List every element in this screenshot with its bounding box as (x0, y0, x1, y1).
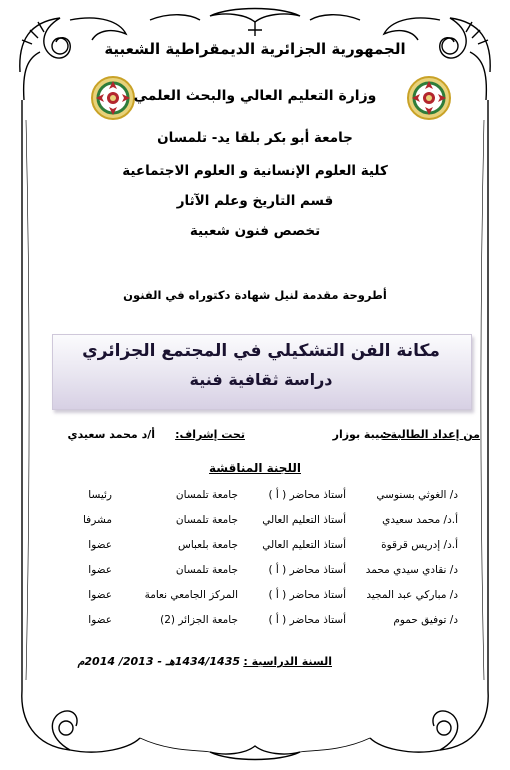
jury-member-role: عضوا (88, 564, 112, 576)
jury-member-name: أ.د/ إدريس قرقوة (381, 539, 458, 551)
jury-row (0, 589, 510, 611)
jury-member-name: د/ توفيق حموم (393, 614, 458, 626)
jury-row (0, 614, 510, 636)
jury-member-role: عضوا (88, 589, 112, 601)
jury-row (0, 564, 510, 586)
jury-member-university: جامعة تلمسان (175, 514, 238, 526)
jury-member-rank: أستاذ محاضر ( أ ) (268, 614, 346, 626)
thesis-note: أطروحة مقدمة لنيل شهادة دكتوراه في الفنون (123, 288, 387, 302)
jury-row (0, 489, 510, 511)
academic-year-value: 1434/1435هـ - 2013/ 2014م (77, 655, 240, 668)
faculty-heading: كلية العلوم الإنسانية و العلوم الاجتماعية (122, 163, 388, 179)
ministry-heading: وزارة التعليم العالي والبحث العلمي (133, 88, 377, 104)
jury-member-name: أ.د/ محمد سعيدي (382, 514, 458, 526)
university-heading: جامعة أبو بكر بلقا يد- تلمسان (157, 130, 353, 146)
republic-heading: الجمهورية الجزائرية الديمقراطية الشعبية (104, 40, 406, 58)
jury-row (0, 514, 510, 536)
thesis-title-line2: دراسة ثقافية فنية (189, 370, 333, 389)
academic-year-label: السنة الدراسية : (243, 655, 332, 668)
jury-member-rank: أستاذ التعليم العالي (262, 539, 346, 551)
jury-member-rank: أستاذ التعليم العالي (262, 514, 346, 526)
supervisor-label: تحت إشراف: (175, 428, 245, 441)
jury-member-name: د/ مباركي عبد المجيد (366, 589, 458, 601)
jury-member-role: عضوا (88, 614, 112, 626)
jury-member-university: المركز الجامعي نعامة (144, 589, 238, 601)
jury-member-role: عضوا (88, 539, 112, 551)
jury-row (0, 539, 510, 561)
jury-title: اللجنة المناقشة (209, 461, 301, 475)
jury-member-university: جامعة الجزائر (2) (160, 614, 238, 626)
jury-member-role: مشرفا (82, 514, 112, 526)
jury-member-rank: أستاذ محاضر ( أ ) (268, 589, 346, 601)
jury-member-name: د/ الغوثي بسنوسي (376, 489, 458, 501)
prepared-by-label: من إعداد الطالبة : (382, 428, 480, 441)
jury-member-university: جامعة تلمسان (175, 489, 238, 501)
student-name: حبيبة بوزار (332, 428, 392, 441)
jury-member-role: رئيسا (88, 489, 112, 501)
jury-member-university: جامعة تلمسان (175, 564, 238, 576)
thesis-title-line1: مكانة الفن التشكيلي في المجتمع الجزائري (82, 341, 440, 361)
jury-member-name: د/ نقادي سيدي محمد (365, 564, 458, 576)
specialty-heading: تخصص فنون شعبية (189, 223, 321, 239)
jury-member-rank: أستاذ محاضر ( أ ) (268, 564, 346, 576)
jury-member-rank: أستاذ محاضر ( أ ) (268, 489, 346, 501)
department-heading: قسم التاريخ وعلم الآثار (176, 193, 334, 209)
supervisor-name: أ/د محمد سعيدي (67, 428, 155, 441)
jury-member-university: جامعة بلعباس (178, 539, 238, 551)
